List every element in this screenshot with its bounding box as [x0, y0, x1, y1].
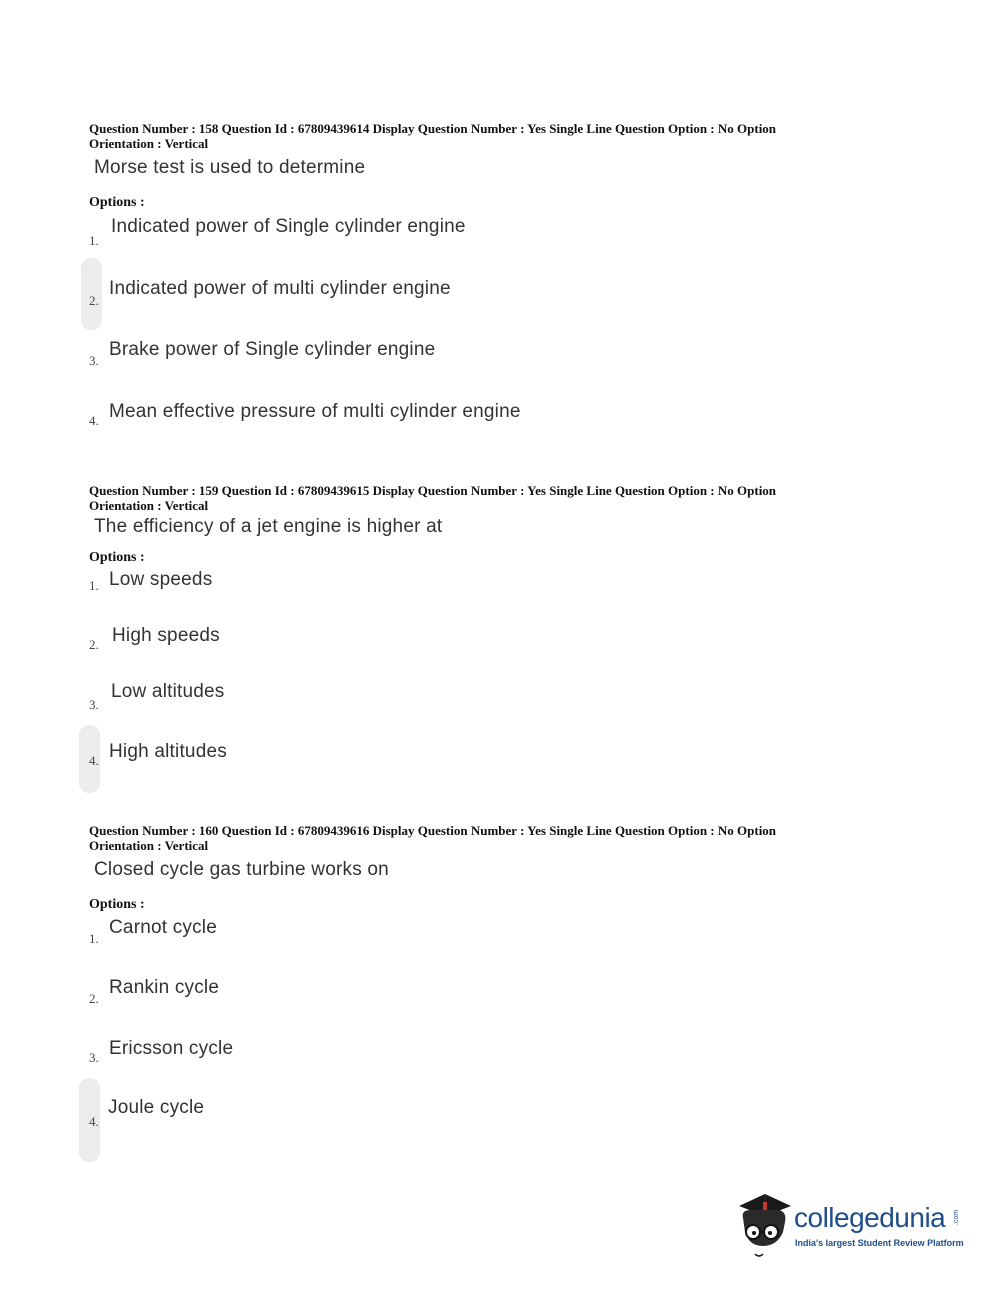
- logo-suffix: .com: [953, 1209, 961, 1226]
- option-number: 2.: [89, 991, 99, 1006]
- option-text: Indicated power of multi cylinder engine: [109, 278, 451, 299]
- option-number: 1.: [89, 578, 99, 593]
- question-text: Morse test is used to determine: [94, 157, 366, 178]
- option-number: 3.: [89, 1050, 99, 1065]
- option-text: Carnot cycle: [109, 917, 217, 938]
- option-text: High speeds: [112, 625, 220, 646]
- option-number: 2.: [89, 293, 99, 308]
- option-text: Ericsson cycle: [109, 1038, 234, 1059]
- option-text: Rankin cycle: [109, 977, 220, 998]
- mascot-icon: [733, 1188, 795, 1260]
- option-text: Indicated power of Single cylinder engine: [111, 216, 466, 237]
- question-meta: [89, 121, 879, 151]
- option-number: 2.: [89, 637, 99, 652]
- options-label: Options :: [89, 195, 145, 210]
- question-text: Closed cycle gas turbine works on: [94, 859, 389, 880]
- options-label: Options :: [89, 550, 145, 565]
- options-label: Options :: [89, 897, 145, 912]
- logo-wordmark: collegedunia: [794, 1202, 946, 1233]
- option-number: 1.: [89, 931, 99, 946]
- option-number: 3.: [89, 697, 99, 712]
- collegedunia-logo: [733, 1188, 963, 1260]
- option-text: Brake power of Single cylinder engine: [109, 339, 436, 360]
- option-text: Mean effective pressure of multi cylinder engine: [109, 401, 521, 422]
- question-meta-line: Question Number : 158 Question Id : 67809439614 Display Question Number : Yes Single Line Question Option : No Option: [89, 121, 777, 136]
- question-meta: [89, 483, 879, 513]
- logo-tagline: India's largest Student Review Platform: [795, 1238, 964, 1248]
- option-number: 1.: [89, 233, 99, 248]
- option-number: 4.: [89, 1114, 99, 1129]
- option-number: 4.: [89, 753, 99, 768]
- option-text: Low altitudes: [111, 681, 225, 702]
- question-meta-orientation: Orientation : Vertical: [89, 136, 209, 151]
- question-meta-orientation: Orientation : Vertical: [89, 838, 209, 853]
- option-text: High altitudes: [109, 741, 227, 762]
- option-number: 3.: [89, 353, 99, 368]
- option-number: 4.: [89, 413, 99, 428]
- question-meta: [89, 823, 879, 853]
- question-meta-line: Question Number : 159 Question Id : 67809439615 Display Question Number : Yes Single Line Question Option : No Option: [89, 483, 777, 498]
- option-text: Joule cycle: [108, 1097, 205, 1118]
- option-text: Low speeds: [109, 569, 213, 590]
- question-text: The efficiency of a jet engine is higher at: [94, 516, 443, 537]
- question-meta-orientation: Orientation : Vertical: [89, 498, 209, 513]
- question-meta-line: Question Number : 160 Question Id : 67809439616 Display Question Number : Yes Single Line Question Option : No Option: [89, 823, 777, 838]
